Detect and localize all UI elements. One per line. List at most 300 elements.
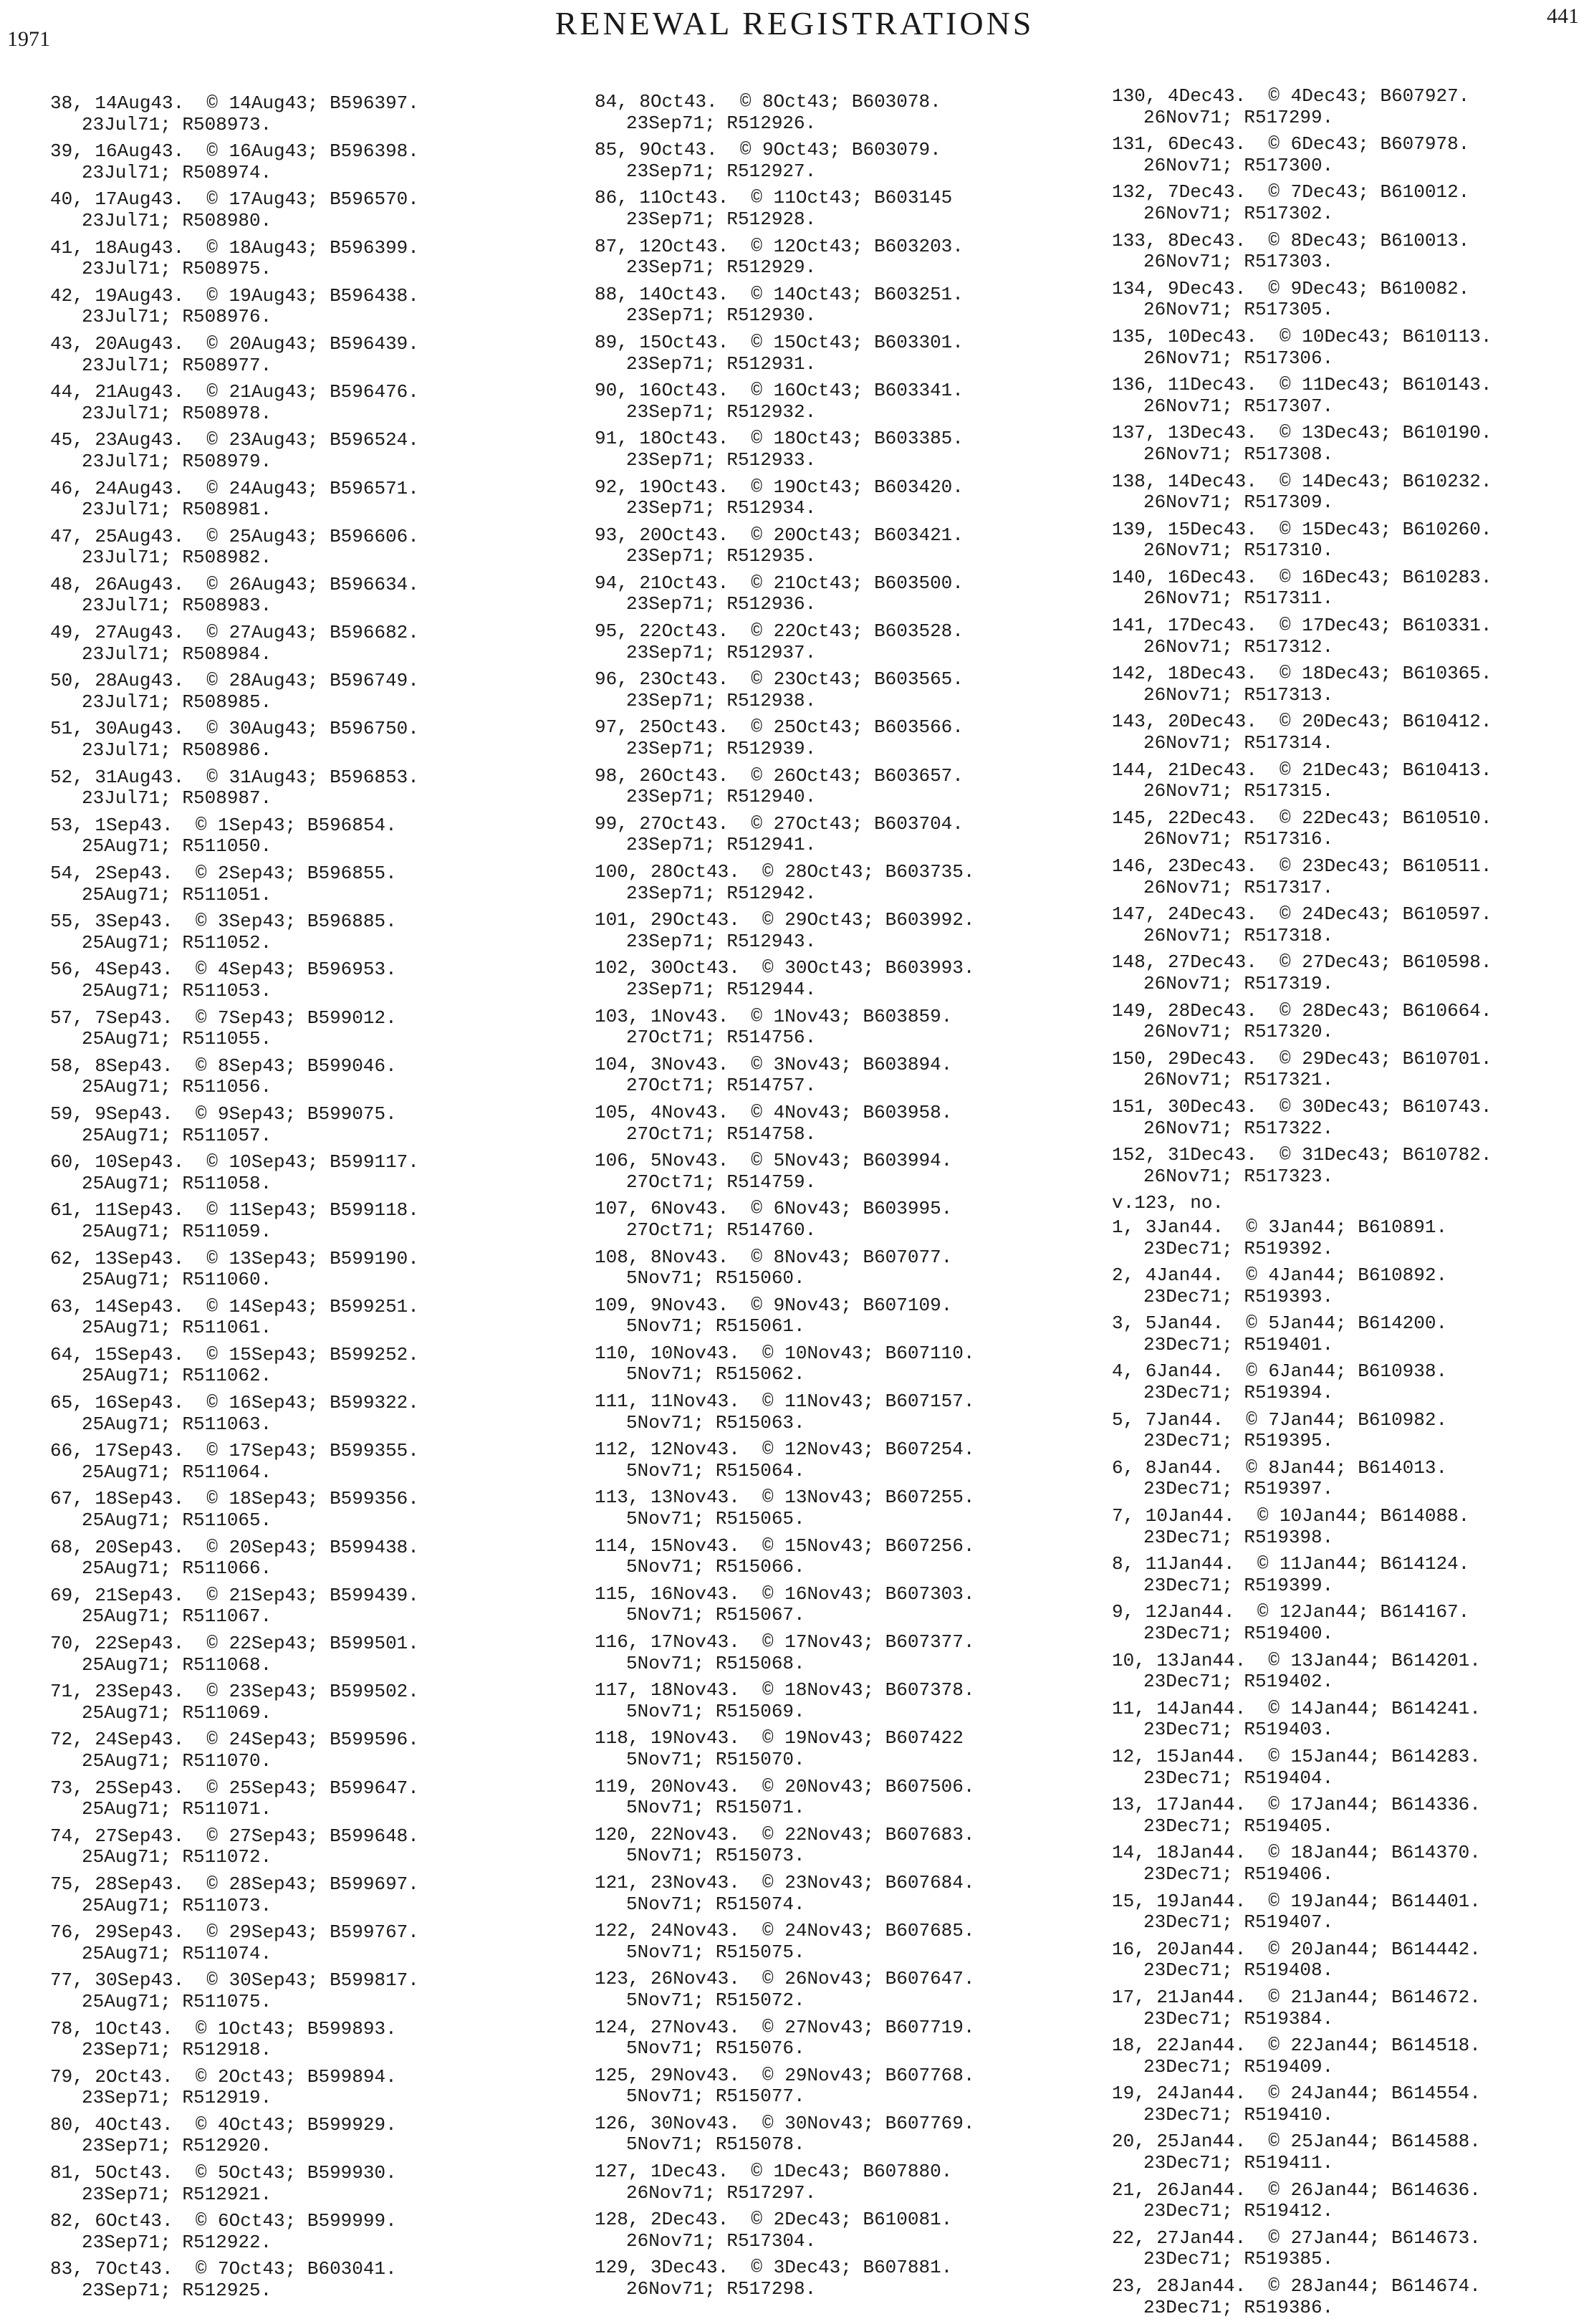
entry-original-line: 114, 15Nov43. © 15Nov43; B607256. — [595, 1535, 975, 1557]
entry-renewal-line: 23Sep71; R512918. — [82, 2039, 272, 2061]
entry-original-line: 13, 17Jan44. © 17Jan44; B614336. — [1112, 1794, 1481, 1816]
entry-original-line: 44, 21Aug43. © 21Aug43; B596476. — [50, 381, 419, 403]
entry-renewal-line: 23Sep71; R512930. — [626, 304, 817, 327]
registration-entry — [1112, 1506, 1578, 1548]
entry-original-line: 98, 26Oct43. © 26Oct43; B603657. — [595, 764, 964, 787]
entry-renewal-line: 23Jul71; R508980. — [82, 209, 272, 231]
entry-renewal-line: 25Aug71; R511064. — [82, 1461, 272, 1483]
entry-renewal-line: 5Nov71; R515060. — [626, 1267, 805, 1290]
entry-renewal-line: 26Nov71; R517322. — [1143, 1117, 1334, 1139]
entry-original-line: 104, 3Nov43. © 3Nov43; B603894. — [595, 1053, 953, 1075]
entry-original-line: 133, 8Dec43. © 8Dec43; B610013. — [1112, 229, 1470, 251]
entry-renewal-line: 25Aug71; R511075. — [82, 1990, 272, 2012]
registration-entry — [595, 1391, 1053, 1434]
registration-entry — [50, 1104, 509, 1146]
entry-original-line: 116, 17Nov43. © 17Nov43; B607377. — [595, 1631, 975, 1653]
entry-original-line: 49, 27Aug43. © 27Aug43; B596682. — [50, 622, 419, 644]
page-number: 441 — [1547, 4, 1579, 28]
entry-renewal-line: 26Nov71; R517313. — [1143, 683, 1334, 706]
registration-entry — [595, 284, 1053, 327]
registration-entry — [595, 1439, 1053, 1482]
entry-original-line: 43, 20Aug43. © 20Aug43; B596439. — [50, 332, 419, 355]
entry-renewal-line: 23Sep71; R512925. — [82, 2280, 272, 2302]
registration-entry — [50, 189, 509, 231]
entry-renewal-line: 23Sep71; R512938. — [626, 689, 817, 711]
entry-renewal-line: 23Dec71; R519398. — [1143, 1526, 1334, 1548]
entry-renewal-line: 25Aug71; R511062. — [82, 1365, 272, 1387]
registration-entry — [50, 238, 509, 280]
registration-entry — [50, 2211, 509, 2253]
registration-entry — [1112, 182, 1578, 224]
registration-entry — [50, 1249, 509, 1291]
entry-original-line: 15, 19Jan44. © 19Jan44; B614401. — [1112, 1890, 1481, 1912]
entry-original-line: 17, 21Jan44. © 21Jan44; B614672. — [1112, 1986, 1481, 2008]
entry-original-line: 118, 19Nov43. © 19Nov43; B607422 — [595, 1727, 964, 1749]
registration-entry — [1112, 519, 1578, 562]
entry-original-line: 87, 12Oct43. © 12Oct43; B603203. — [595, 235, 964, 257]
registration-entry — [1112, 1987, 1578, 2030]
entry-renewal-line: 5Nov71; R515067. — [626, 1604, 805, 1626]
entry-original-line: 63, 14Sep43. © 14Sep43; B599251. — [50, 1295, 419, 1317]
registration-entry — [1112, 1795, 1578, 1837]
registration-entry — [1112, 808, 1578, 850]
entry-original-line: 73, 25Sep43. © 25Sep43; B599647. — [50, 1777, 419, 1799]
entry-renewal-line: 23Sep71; R512921. — [82, 2183, 272, 2205]
entry-original-line: 143, 20Dec43. © 20Dec43; B610412. — [1112, 711, 1492, 733]
registration-entry — [595, 1295, 1053, 1338]
registration-entry — [1112, 471, 1578, 514]
registration-entry — [1112, 279, 1578, 321]
registration-entry — [50, 575, 509, 617]
registration-entry — [595, 1825, 1053, 1867]
entry-renewal-line: 23Sep71; R512926. — [626, 112, 817, 134]
entry-renewal-line: 26Nov71; R517309. — [1143, 491, 1334, 514]
registration-entry — [50, 2115, 509, 2157]
entry-renewal-line: 26Nov71; R517323. — [1143, 1165, 1334, 1187]
registration-entry — [1112, 375, 1578, 417]
registration-entry — [50, 1874, 509, 1916]
registration-entry — [1112, 711, 1578, 754]
entry-original-line: 41, 18Aug43. © 18Aug43; B596399. — [50, 236, 419, 259]
registration-entry — [50, 1056, 509, 1098]
entry-original-line: 75, 28Sep43. © 28Sep43; B599697. — [50, 1873, 419, 1895]
entry-renewal-line: 5Nov71; R515068. — [626, 1652, 805, 1674]
entry-original-line: 57, 7Sep43. © 7Sep43; B599012. — [50, 1007, 397, 1029]
entry-renewal-line: 23Dec71; R519384. — [1143, 2007, 1334, 2030]
registration-entry — [50, 911, 509, 954]
registration-entry — [50, 1200, 509, 1242]
registration-entry — [1112, 1361, 1578, 1403]
entry-original-line: 48, 26Aug43. © 26Aug43; B596634. — [50, 573, 419, 595]
entry-original-line: 8, 11Jan44. © 11Jan44; B614124. — [1112, 1553, 1470, 1575]
entry-original-line: 3, 5Jan44. © 5Jan44; B614200. — [1112, 1312, 1448, 1335]
registration-entry — [50, 767, 509, 810]
entry-original-line: 67, 18Sep43. © 18Sep43; B599356. — [50, 1488, 419, 1510]
entry-original-line: 10, 13Jan44. © 13Jan44; B614201. — [1112, 1649, 1481, 1671]
entry-original-line: 14, 18Jan44. © 18Jan44; B614370. — [1112, 1842, 1481, 1864]
entry-original-line: 142, 18Dec43. © 18Dec43; B610365. — [1112, 663, 1492, 685]
registration-entry — [1112, 856, 1578, 898]
entry-original-line: 95, 22Oct43. © 22Oct43; B603528. — [595, 620, 964, 643]
registration-entry — [50, 2067, 509, 2109]
entry-original-line: 58, 8Sep43. © 8Sep43; B599046. — [50, 1055, 397, 1077]
entry-renewal-line: 23Sep71; R512931. — [626, 352, 817, 375]
entry-renewal-line: 23Dec71; R519386. — [1143, 2296, 1334, 2318]
entry-original-line: 47, 25Aug43. © 25Aug43; B596606. — [50, 525, 419, 547]
entry-renewal-line: 23Dec71; R519397. — [1143, 1478, 1334, 1500]
entry-renewal-line: 26Nov71; R517312. — [1143, 635, 1334, 658]
entry-original-line: 66, 17Sep43. © 17Sep43; B599355. — [50, 1440, 419, 1462]
registration-entry — [1112, 1313, 1578, 1355]
entry-original-line: 128, 2Dec43. © 2Dec43; B610081. — [595, 2209, 953, 2231]
entry-original-line: 148, 27Dec43. © 27Dec43; B610598. — [1112, 951, 1492, 974]
entry-renewal-line: 23Sep71; R512929. — [626, 256, 817, 279]
registration-entry — [595, 2209, 1053, 2252]
entry-renewal-line: 23Sep71; R512941. — [626, 834, 817, 856]
entry-original-line: 96, 23Oct43. © 23Oct43; B603565. — [595, 668, 964, 691]
entry-renewal-line: 5Nov71; R515069. — [626, 1700, 805, 1722]
entry-original-line: 6, 8Jan44. © 8Jan44; B614013. — [1112, 1456, 1448, 1479]
entry-renewal-line: 23Dec71; R519401. — [1143, 1333, 1334, 1355]
entry-original-line: 145, 22Dec43. © 22Dec43; B610510. — [1112, 807, 1492, 829]
entry-renewal-line: 27Oct71; R514760. — [626, 1219, 817, 1241]
entry-renewal-line: 26Nov71; R517321. — [1143, 1069, 1334, 1091]
entry-original-line: 80, 4Oct43. © 4Oct43; B599929. — [50, 2113, 397, 2136]
entry-original-line: 138, 14Dec43. © 14Dec43; B610232. — [1112, 470, 1492, 492]
registration-entry — [595, 1343, 1053, 1386]
entry-original-line: 51, 30Aug43. © 30Aug43; B596750. — [50, 718, 419, 740]
entry-original-line: 113, 13Nov43. © 13Nov43; B607255. — [595, 1487, 975, 1509]
registration-entry — [1112, 1699, 1578, 1741]
registration-entry — [595, 332, 1053, 375]
entry-renewal-line: 23Dec71; R519403. — [1143, 1719, 1334, 1741]
registration-entry — [50, 1633, 509, 1676]
entry-renewal-line: 23Sep71; R512936. — [626, 593, 817, 615]
entry-renewal-line: 23Jul71; R508985. — [82, 691, 272, 713]
entry-original-line: 120, 22Nov43. © 22Nov43; B607683. — [595, 1823, 975, 1845]
entry-original-line: 102, 30Oct43. © 30Oct43; B603993. — [595, 957, 975, 979]
entry-original-line: 59, 9Sep43. © 9Sep43; B599075. — [50, 1103, 397, 1125]
entry-renewal-line: 23Dec71; R519402. — [1143, 1671, 1334, 1693]
entry-original-line: 99, 27Oct43. © 27Oct43; B603704. — [595, 812, 964, 835]
entry-original-line: 141, 17Dec43. © 17Dec43; B610331. — [1112, 615, 1492, 637]
entry-original-line: 64, 15Sep43. © 15Sep43; B599252. — [50, 1343, 419, 1365]
entry-renewal-line: 5Nov71; R515072. — [626, 1989, 805, 2011]
registration-entry — [595, 573, 1053, 615]
entry-original-line: 100, 28Oct43. © 28Oct43; B603735. — [595, 861, 975, 883]
registration-entry — [50, 1152, 509, 1194]
entry-renewal-line: 26Nov71; R517320. — [1143, 1021, 1334, 1043]
entry-original-line: 112, 12Nov43. © 12Nov43; B607254. — [595, 1439, 975, 1461]
entry-renewal-line: 23Sep71; R512927. — [626, 160, 817, 182]
registration-entry — [595, 766, 1053, 808]
entry-renewal-line: 25Aug71; R511069. — [82, 1701, 272, 1724]
registration-entry — [595, 958, 1053, 1000]
entry-renewal-line: 25Aug71; R511071. — [82, 1798, 272, 1820]
entry-original-line: 42, 19Aug43. © 19Aug43; B596438. — [50, 284, 419, 307]
entry-renewal-line: 26Nov71; R517310. — [1143, 539, 1334, 562]
entry-renewal-line: 23Dec71; R519410. — [1143, 2103, 1334, 2126]
entry-renewal-line: 27Oct71; R514759. — [626, 1171, 817, 1193]
entry-renewal-line: 23Jul71; R508982. — [82, 547, 272, 569]
entry-renewal-line: 26Nov71; R517314. — [1143, 732, 1334, 754]
entry-original-line: 139, 15Dec43. © 15Dec43; B610260. — [1112, 518, 1492, 540]
registration-entry — [1112, 1843, 1578, 1885]
entry-original-line: 71, 23Sep43. © 23Sep43; B599502. — [50, 1681, 419, 1703]
entry-original-line: 54, 2Sep43. © 2Sep43; B596855. — [50, 863, 397, 884]
entry-renewal-line: 23Sep71; R512922. — [82, 2231, 272, 2253]
registration-entry — [595, 717, 1053, 759]
registration-entry — [50, 815, 509, 858]
entry-renewal-line: 25Aug71; R511067. — [82, 1605, 272, 1628]
entry-renewal-line: 25Aug71; R511051. — [82, 883, 272, 906]
entry-original-line: 89, 15Oct43. © 15Oct43; B603301. — [595, 331, 964, 353]
registration-entry — [595, 1728, 1053, 1770]
entry-original-line: 109, 9Nov43. © 9Nov43; B607109. — [595, 1294, 953, 1316]
entry-renewal-line: 25Aug71; R511055. — [82, 1028, 272, 1050]
entry-original-line: 90, 16Oct43. © 16Oct43; B603341. — [595, 380, 964, 402]
registration-entry — [595, 910, 1053, 952]
entry-original-line: 122, 24Nov43. © 24Nov43; B607685. — [595, 1920, 975, 1942]
registration-entry — [595, 1632, 1053, 1674]
entry-renewal-line: 23Jul71; R508973. — [82, 113, 272, 135]
entry-original-line: 103, 1Nov43. © 1Nov43; B603859. — [595, 1005, 953, 1027]
registration-entry — [595, 1151, 1053, 1193]
entry-original-line: 140, 16Dec43. © 16Dec43; B610283. — [1112, 566, 1492, 588]
registration-entry — [595, 236, 1053, 279]
entry-renewal-line: 23Jul71; R508978. — [82, 402, 272, 424]
entry-original-line: 127, 1Dec43. © 1Dec43; B607880. — [595, 2161, 953, 2183]
entry-original-line: 72, 24Sep43. © 24Sep43; B599596. — [50, 1729, 419, 1751]
entry-original-line: 108, 8Nov43. © 8Nov43; B607077. — [595, 1246, 953, 1268]
registration-entry — [1112, 231, 1578, 273]
entry-renewal-line: 26Nov71; R517308. — [1143, 443, 1334, 465]
entry-original-line: 69, 21Sep43. © 21Sep43; B599439. — [50, 1584, 419, 1606]
entry-original-line: 12, 15Jan44. © 15Jan44; B614283. — [1112, 1745, 1481, 1767]
registration-entry — [50, 479, 509, 521]
entry-renewal-line: 23Jul71; R508984. — [82, 643, 272, 665]
registration-entry — [50, 1826, 509, 1868]
entry-renewal-line: 25Aug71; R511065. — [82, 1509, 272, 1532]
entry-original-line: 152, 31Dec43. © 31Dec43; B610782. — [1112, 1144, 1492, 1166]
entry-original-line: 85, 9Oct43. © 9Oct43; B603079. — [595, 139, 941, 161]
entry-original-line: 22, 27Jan44. © 27Jan44; B614673. — [1112, 2227, 1481, 2249]
entry-original-line: 74, 27Sep43. © 27Sep43; B599648. — [50, 1825, 419, 1847]
entry-renewal-line: 25Aug71; R511074. — [82, 1942, 272, 1964]
entry-original-line: 123, 26Nov43. © 26Nov43; B607647. — [595, 1968, 975, 1990]
entry-original-line: 18, 22Jan44. © 22Jan44; B614518. — [1112, 2035, 1481, 2057]
entry-original-line: 101, 29Oct43. © 29Oct43; B603992. — [595, 909, 975, 931]
registration-entry — [595, 2161, 1053, 2204]
registration-entry — [595, 428, 1053, 471]
entry-original-line: 131, 6Dec43. © 6Dec43; B607978. — [1112, 133, 1470, 155]
registration-entry — [50, 334, 509, 376]
entry-renewal-line: 5Nov71; R515074. — [626, 1893, 805, 1915]
entry-renewal-line: 25Aug71; R511053. — [82, 979, 272, 1002]
entry-original-line: 9, 12Jan44. © 12Jan44; B614167. — [1112, 1601, 1470, 1623]
entry-renewal-line: 26Nov71; R517305. — [1143, 299, 1334, 321]
registration-entry — [595, 1103, 1053, 1145]
entry-renewal-line: 25Aug71; R511063. — [82, 1413, 272, 1435]
entry-original-line: 53, 1Sep43. © 1Sep43; B596854. — [50, 814, 397, 836]
entry-renewal-line: 27Oct71; R514756. — [626, 1027, 817, 1049]
entry-renewal-line: 5Nov71; R515076. — [626, 2037, 805, 2060]
entry-original-line: 105, 4Nov43. © 4Nov43; B603958. — [595, 1101, 953, 1123]
entry-original-line: 16, 20Jan44. © 20Jan44; B614442. — [1112, 1938, 1481, 1960]
entry-original-line: 20, 25Jan44. © 25Jan44; B614588. — [1112, 2131, 1481, 2153]
registration-entry — [595, 1007, 1053, 1049]
column-3 — [1112, 86, 1578, 2324]
registration-entry — [1112, 952, 1578, 994]
entry-renewal-line: 26Nov71; R517318. — [1143, 924, 1334, 946]
entry-renewal-line: 25Aug71; R511066. — [82, 1557, 272, 1580]
registration-entry — [1112, 1602, 1578, 1644]
entry-original-line: 92, 19Oct43. © 19Oct43; B603420. — [595, 476, 964, 498]
registration-entry — [595, 814, 1053, 856]
entry-original-line: 2, 4Jan44. © 4Jan44; B610892. — [1112, 1264, 1448, 1287]
entry-renewal-line: 23Jul71; R508983. — [82, 595, 272, 617]
registration-entry — [595, 140, 1053, 182]
registration-entry — [50, 1681, 509, 1724]
entry-renewal-line: 23Jul71; R508979. — [82, 450, 272, 472]
entry-original-line: 150, 29Dec43. © 29Dec43; B610701. — [1112, 1047, 1492, 1070]
entry-original-line: 115, 16Nov43. © 16Nov43; B607303. — [595, 1583, 975, 1605]
registration-entry — [1112, 1097, 1578, 1139]
entry-renewal-line: 5Nov71; R515063. — [626, 1411, 805, 1434]
entry-original-line: 132, 7Dec43. © 7Dec43; B610012. — [1112, 181, 1470, 203]
registration-entry — [1112, 1145, 1578, 1187]
registration-entry — [595, 2257, 1053, 2300]
entry-renewal-line: 5Nov71; R515070. — [626, 1748, 805, 1770]
entry-original-line: 94, 21Oct43. © 21Oct43; B603500. — [595, 572, 964, 594]
registration-entry — [595, 1055, 1053, 1097]
entry-original-line: 130, 4Dec43. © 4Dec43; B607927. — [1112, 85, 1470, 107]
registration-entry — [595, 92, 1053, 134]
registration-entry — [1112, 1554, 1578, 1596]
entry-original-line: 147, 24Dec43. © 24Dec43; B610597. — [1112, 903, 1492, 926]
registration-entry — [50, 719, 509, 761]
entry-original-line: 77, 30Sep43. © 30Sep43; B599817. — [50, 1969, 419, 1992]
entry-original-line: 19, 24Jan44. © 24Jan44; B614554. — [1112, 2083, 1481, 2105]
registration-entry — [1112, 134, 1578, 176]
entry-original-line: 111, 11Nov43. © 11Nov43; B607157. — [595, 1391, 975, 1413]
registration-entry — [50, 1778, 509, 1820]
registration-entry — [1112, 1939, 1578, 1982]
registration-entry — [1112, 1651, 1578, 1693]
entry-renewal-line: 23Sep71; R512935. — [626, 545, 817, 567]
registration-entry — [50, 671, 509, 713]
entry-renewal-line: 25Aug71; R511056. — [82, 1076, 272, 1098]
registration-entry — [595, 1969, 1053, 2011]
registration-entry — [1112, 567, 1578, 610]
entry-renewal-line: 23Dec71; R519409. — [1143, 2055, 1334, 2078]
entry-renewal-line: 23Dec71; R519395. — [1143, 1430, 1334, 1452]
entry-original-line: 119, 20Nov43. © 20Nov43; B607506. — [595, 1775, 975, 1797]
entry-renewal-line: 23Dec71; R519407. — [1143, 1911, 1334, 1934]
registration-entry — [1112, 1217, 1578, 1259]
registration-entry — [595, 2017, 1053, 2060]
registration-entry — [595, 1199, 1053, 1241]
entry-renewal-line: 25Aug71; R511052. — [82, 931, 272, 954]
entry-renewal-line: 5Nov71; R515071. — [626, 1797, 805, 1819]
entry-original-line: 79, 2Oct43. © 2Oct43; B599894. — [50, 2065, 397, 2088]
registration-entry — [1112, 1265, 1578, 1307]
entry-renewal-line: 5Nov71; R515061. — [626, 1315, 805, 1338]
entry-renewal-line: 25Aug71; R511050. — [82, 835, 272, 858]
entry-original-line: 126, 30Nov43. © 30Nov43; B607769. — [595, 2112, 975, 2134]
entry-renewal-line: 5Nov71; R515065. — [626, 1508, 805, 1530]
registration-entry — [50, 382, 509, 424]
registration-entry — [1112, 86, 1578, 128]
entry-original-line: 70, 22Sep43. © 22Sep43; B599501. — [50, 1633, 419, 1654]
registration-entry — [50, 1970, 509, 2012]
entry-renewal-line: 25Aug71; R511060. — [82, 1269, 272, 1291]
registration-entry — [50, 1585, 509, 1628]
registration-entry — [50, 141, 509, 183]
entry-renewal-line: 23Sep71; R512928. — [626, 208, 817, 230]
registration-entry — [1112, 2228, 1578, 2270]
registration-entry — [1112, 327, 1578, 369]
entry-renewal-line: 23Jul71; R508976. — [82, 306, 272, 328]
entry-renewal-line: 23Dec71; R519392. — [1143, 1237, 1334, 1259]
entry-renewal-line: 5Nov71; R515062. — [626, 1363, 805, 1386]
entry-renewal-line: 23Sep71; R512940. — [626, 786, 817, 808]
entry-renewal-line: 25Aug71; R511059. — [82, 1220, 272, 1242]
entry-renewal-line: 23Dec71; R519393. — [1143, 1285, 1334, 1307]
registration-entry — [50, 1441, 509, 1483]
entry-original-line: 121, 23Nov43. © 23Nov43; B607684. — [595, 1871, 975, 1893]
registration-entry — [50, 1489, 509, 1531]
entry-original-line: 129, 3Dec43. © 3Dec43; B607881. — [595, 2257, 953, 2279]
registration-entry — [595, 188, 1053, 230]
registration-entry — [50, 863, 509, 906]
entry-renewal-line: 23Dec71; R519385. — [1143, 2248, 1334, 2270]
entry-renewal-line: 23Sep71; R512939. — [626, 738, 817, 760]
registration-entry — [50, 1922, 509, 1964]
entry-original-line: 11, 14Jan44. © 14Jan44; B614241. — [1112, 1697, 1481, 1719]
entry-original-line: 134, 9Dec43. © 9Dec43; B610082. — [1112, 277, 1470, 299]
registration-entry — [50, 2259, 509, 2301]
entry-original-line: 93, 20Oct43. © 20Oct43; B603421. — [595, 524, 964, 546]
entry-original-line: 137, 13Dec43. © 13Dec43; B610190. — [1112, 422, 1492, 444]
registration-entry — [595, 669, 1053, 711]
entry-original-line: 52, 31Aug43. © 31Aug43; B596853. — [50, 766, 419, 788]
entry-original-line: 68, 20Sep43. © 20Sep43; B599438. — [50, 1536, 419, 1558]
entry-renewal-line: 23Sep71; R512920. — [82, 2135, 272, 2157]
entry-renewal-line: 23Jul71; R508975. — [82, 258, 272, 280]
entry-original-line: 81, 5Oct43. © 5Oct43; B599930. — [50, 2162, 397, 2184]
entry-original-line: 7, 10Jan44. © 10Jan44; B614088. — [1112, 1505, 1470, 1527]
registration-entry — [595, 525, 1053, 567]
registration-entry — [1112, 2083, 1578, 2126]
entry-original-line: 117, 18Nov43. © 18Nov43; B607378. — [595, 1679, 975, 1701]
entry-renewal-line: 25Aug71; R511072. — [82, 1846, 272, 1868]
registration-entry — [1112, 1001, 1578, 1043]
entry-original-line: 78, 1Oct43. © 1Oct43; B599893. — [50, 2017, 397, 2040]
registration-entry — [50, 430, 509, 472]
entry-original-line: 61, 11Sep43. © 11Sep43; B599118. — [50, 1199, 419, 1221]
entry-renewal-line: 23Dec71; R519405. — [1143, 1815, 1334, 1837]
entry-original-line: 55, 3Sep43. © 3Sep43; B596885. — [50, 911, 397, 933]
entry-renewal-line: 27Oct71; R514758. — [626, 1123, 817, 1145]
entry-renewal-line: 26Nov71; R517315. — [1143, 780, 1334, 802]
entry-original-line: 38, 14Aug43. © 14Aug43; B596397. — [50, 92, 419, 114]
entry-original-line: 65, 16Sep43. © 16Sep43; B599322. — [50, 1392, 419, 1414]
entry-renewal-line: 26Nov71; R517311. — [1143, 587, 1334, 610]
registration-entry — [1112, 2276, 1578, 2318]
entry-renewal-line: 23Sep71; R512944. — [626, 978, 817, 1000]
entry-renewal-line: 23Sep71; R512932. — [626, 400, 817, 423]
